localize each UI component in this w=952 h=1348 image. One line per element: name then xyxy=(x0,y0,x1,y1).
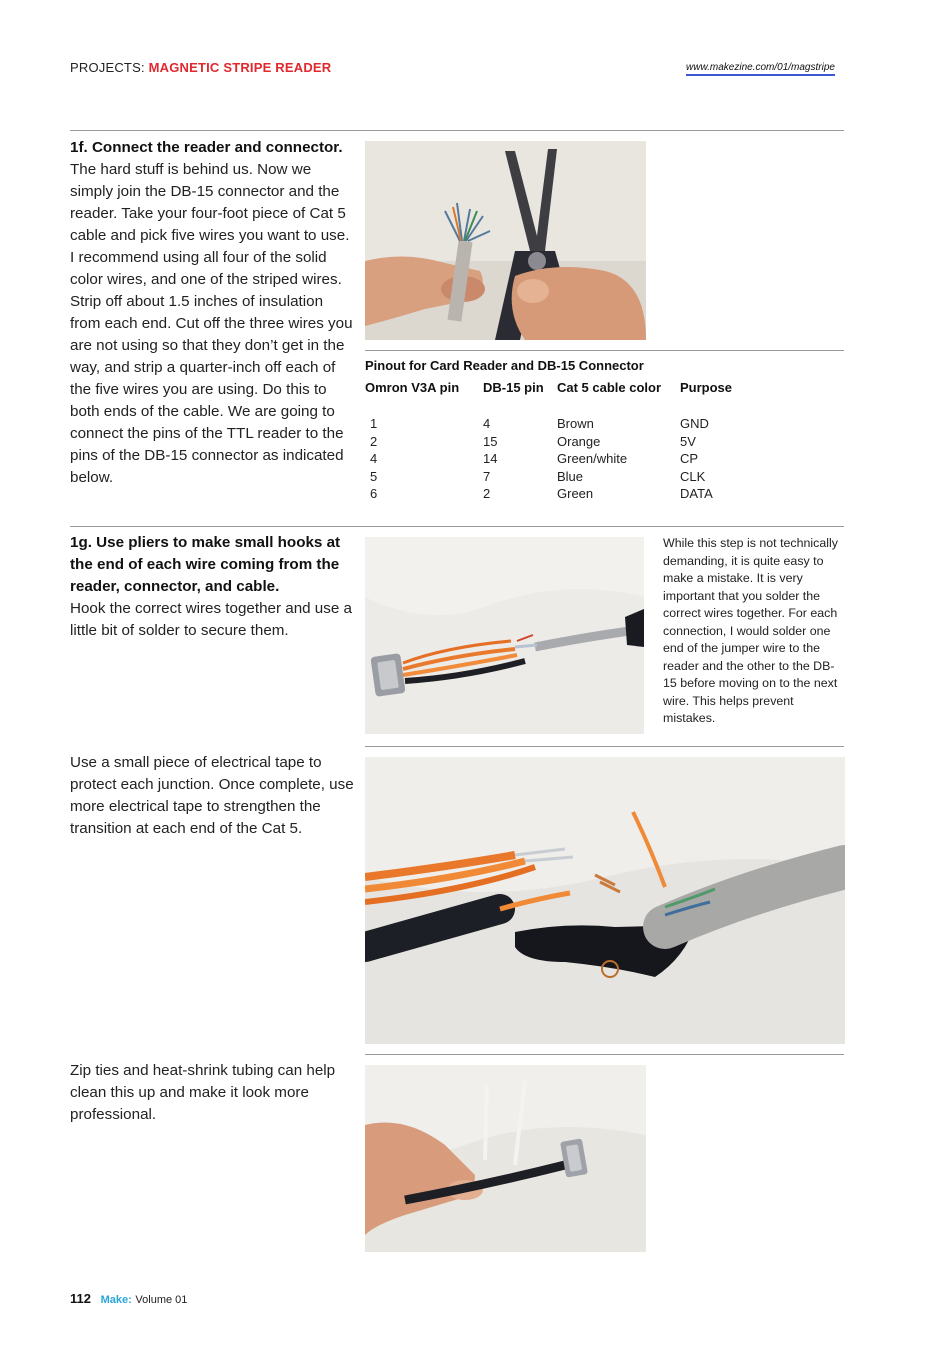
divider-1g xyxy=(70,526,844,527)
running-header xyxy=(70,60,331,75)
table-cell: 5V xyxy=(680,433,696,449)
table-header-db15-pin: DB-15 pin xyxy=(483,380,544,395)
sidebar-tip: While this step is not technically demanding, it is quite easy to make a mistake. It is very important that you solder the correct wires together. For each connection, I would solder one end of the jumper wire to the reader and the other to the DB-15 before moving on to the next wire. This helps prevent mistakes. xyxy=(663,536,838,725)
pinout-table-title: Pinout for Card Reader and DB-15 Connector xyxy=(365,358,644,373)
table-cell: 14 xyxy=(483,451,498,466)
table-cell: Brown xyxy=(557,416,594,431)
photo-taped-junctions xyxy=(365,757,845,1044)
tape-paragraph: Use a small piece of electrical tape to protect each junction. Once complete, use more electrical tape to strengthen the transition at each end of the Cat 5. xyxy=(70,754,354,837)
table-cell: 7 xyxy=(483,468,491,484)
table-header-omron-pin: Omron V3A pin xyxy=(365,380,460,395)
page-footer xyxy=(70,1291,187,1306)
photo-stripping-wires xyxy=(365,141,646,340)
table-cell: CP xyxy=(680,451,699,466)
table-cell: Orange xyxy=(557,433,601,449)
table-cell: 4 xyxy=(370,451,378,466)
step-1g-text xyxy=(70,532,355,642)
table-cell: 6 xyxy=(370,486,378,501)
table-cell: CLK xyxy=(680,468,706,484)
divider-top xyxy=(70,130,844,131)
table-cell: Green xyxy=(557,486,594,501)
table-column-color xyxy=(557,415,627,503)
step-1g-heading: 1g. Use pliers to make small hooks at the end of each wire coming from the reader, connector, and cable. xyxy=(70,534,341,595)
table-header-cable-color: Cat 5 cable color xyxy=(557,380,662,395)
step-1g-body: Hook the correct wires together and use a little bit of solder to secure them. xyxy=(70,600,352,639)
table-column-omron xyxy=(370,415,377,503)
divider-table xyxy=(365,350,844,351)
divider-zip xyxy=(365,1054,844,1055)
divider-tape xyxy=(365,746,844,747)
photo-soldered-hooks xyxy=(365,537,644,734)
table-column-purpose xyxy=(680,415,713,503)
table-column-db15 xyxy=(483,415,497,503)
table-cell: 1 xyxy=(370,416,378,431)
table-cell: 4 xyxy=(483,416,491,431)
table-cell: Blue xyxy=(557,468,584,484)
page-number: 112 xyxy=(70,1291,91,1306)
table-cell: 2 xyxy=(370,433,378,449)
step-1f-body: The hard stuff is behind us. Now we simply join the DB-15 connector and the reader. Take your four-foot piece of Cat 5 cable and pick five wires you want to use. I recommend using all four of the solid color wires, and one of the striped wires. Strip off about 1.5 inches of insulation from each end. Cut off the three wires you are not using so that they don’t get in the way, and strip a quarter-inch off each of the five wires you are using. Do this to both ends of the cable. We are going to connect the pins of the TTL reader to the pins of the DB-15 connector as indicated below. xyxy=(70,161,353,486)
table-cell: 5 xyxy=(370,468,378,484)
step-1f-heading: 1f. Connect the reader and connector. xyxy=(70,139,343,156)
table-cell: 2 xyxy=(483,486,491,501)
table-cell: 15 xyxy=(483,433,498,449)
photo-zip-ties xyxy=(365,1065,646,1252)
project-url-link[interactable]: www.makezine.com/01/magstripe xyxy=(686,62,835,76)
section-label: PROJECTS: xyxy=(70,60,145,75)
volume-label: Volume 01 xyxy=(135,1294,188,1306)
zip-paragraph: Zip ties and heat-shrink tubing can help clean this up and make it look more professional. xyxy=(70,1062,336,1123)
step-1f-text xyxy=(70,137,355,489)
table-cell: DATA xyxy=(680,486,713,501)
table-header-purpose: Purpose xyxy=(680,380,733,395)
table-cell: Green/white xyxy=(557,451,628,466)
table-cell: GND xyxy=(680,416,709,431)
topic-label: MAGNETIC STRIPE READER xyxy=(148,60,332,75)
brand-logo-text: Make: xyxy=(100,1294,132,1306)
